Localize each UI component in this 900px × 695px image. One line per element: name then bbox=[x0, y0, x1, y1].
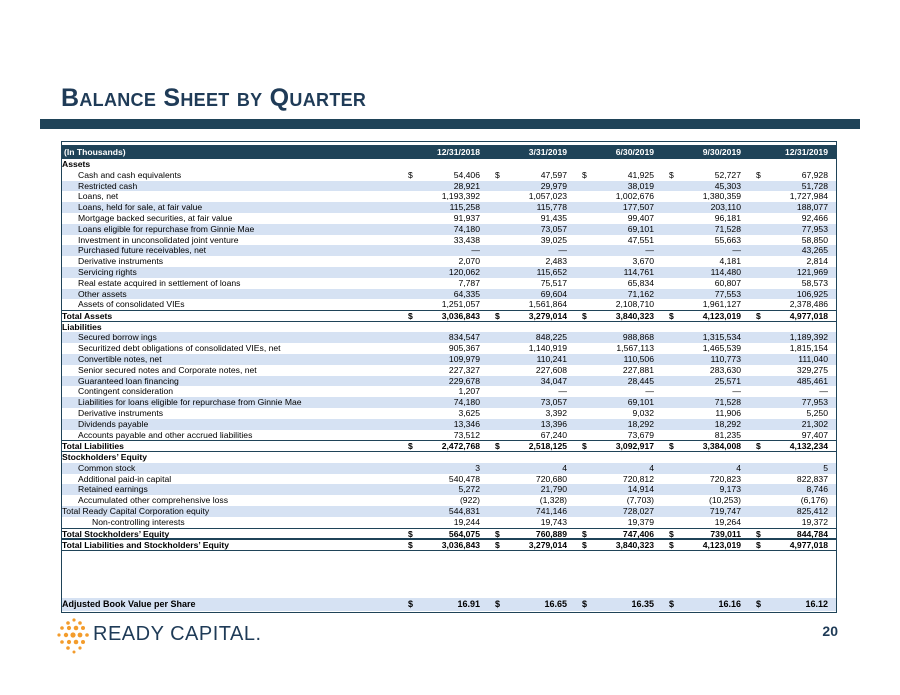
table-row bbox=[62, 376, 836, 387]
row-label: Mortgage backed securities, at fair value bbox=[78, 212, 233, 223]
cell-value: 540,478 bbox=[448, 473, 480, 484]
cell-value: 97,407 bbox=[801, 429, 828, 440]
cell-value: 19,743 bbox=[540, 516, 567, 527]
cell-value: 177,507 bbox=[622, 202, 654, 213]
cell-value: 5,272 bbox=[458, 484, 480, 495]
cell-value: 2,814 bbox=[806, 256, 828, 267]
table-row bbox=[62, 386, 836, 397]
cell-value: 73,679 bbox=[627, 429, 654, 440]
currency-symbol: $ bbox=[408, 169, 413, 180]
currency-symbol: $ bbox=[756, 441, 761, 452]
total-row bbox=[62, 539, 836, 551]
cell-value: 58,850 bbox=[801, 234, 828, 245]
row-label: Cash and cash equivalents bbox=[78, 169, 182, 180]
cell-value: 905,367 bbox=[448, 343, 480, 354]
cell-value: 110,506 bbox=[623, 354, 654, 365]
currency-symbol: $ bbox=[408, 311, 413, 322]
cell-value: 329,275 bbox=[796, 364, 828, 375]
table-header-row bbox=[62, 145, 836, 159]
table-row bbox=[62, 474, 836, 485]
cell-value: 227,327 bbox=[448, 364, 480, 375]
ready-capital-logo-icon bbox=[56, 617, 92, 655]
cell-value: (1,328) bbox=[539, 495, 567, 506]
table-row bbox=[62, 181, 836, 192]
table-row bbox=[62, 191, 836, 202]
currency-symbol: $ bbox=[582, 599, 588, 609]
cell-value: — bbox=[645, 245, 654, 256]
cell-value: 65,834 bbox=[627, 277, 654, 288]
cell-value: 19,379 bbox=[627, 516, 654, 527]
row-label: Assets of consolidated VIEs bbox=[78, 299, 185, 310]
adjusted-value-1: 16.91 bbox=[457, 599, 480, 609]
row-label: Retained earnings bbox=[78, 484, 148, 495]
cell-value: 3,840,323 bbox=[615, 540, 654, 550]
cell-value: 848,225 bbox=[535, 332, 567, 343]
cell-value: 28,445 bbox=[627, 375, 654, 386]
cell-value: 3,036,843 bbox=[441, 540, 480, 550]
cell-value: 3,670 bbox=[632, 256, 654, 267]
currency-symbol: $ bbox=[582, 441, 587, 452]
currency-symbol: $ bbox=[495, 311, 500, 322]
cell-value: 1,207 bbox=[458, 386, 480, 397]
cell-value: 229,678 bbox=[448, 375, 480, 386]
currency-symbol: $ bbox=[582, 311, 587, 322]
currency-symbol: $ bbox=[495, 169, 500, 180]
row-label: Accumulated other comprehensive loss bbox=[78, 495, 228, 506]
cell-value: 720,823 bbox=[709, 473, 741, 484]
currency-symbol: $ bbox=[669, 441, 674, 452]
row-label: Contingent consideration bbox=[78, 386, 174, 397]
header-units-label: (In Thousands) bbox=[64, 147, 126, 157]
cell-value: 109,979 bbox=[448, 354, 480, 365]
table-row bbox=[62, 495, 836, 506]
cell-value: 4,977,018 bbox=[789, 540, 828, 550]
cell-value: 564,075 bbox=[448, 528, 480, 539]
row-label: Loans, net bbox=[78, 191, 119, 202]
cell-value: 1,561,864 bbox=[528, 299, 567, 310]
row-label: Secured borrow ings bbox=[78, 332, 157, 343]
cell-value: — bbox=[645, 386, 654, 397]
cell-value: 4 bbox=[649, 462, 654, 473]
cell-value: 4,132,234 bbox=[789, 441, 828, 452]
cell-value: 3,279,014 bbox=[528, 540, 567, 550]
currency-symbol: $ bbox=[582, 169, 587, 180]
cell-value: 38,019 bbox=[627, 180, 654, 191]
cell-value: 227,608 bbox=[535, 364, 567, 375]
cell-value: 69,101 bbox=[627, 223, 654, 234]
cell-value: 114,480 bbox=[710, 266, 741, 277]
cell-value: 485,461 bbox=[796, 375, 828, 386]
row-label: Purchased future receivables, net bbox=[78, 245, 207, 256]
cell-value: 3,625 bbox=[458, 408, 480, 419]
cell-value: — bbox=[732, 386, 741, 397]
currency-symbol: $ bbox=[669, 540, 674, 550]
cell-value: 227,881 bbox=[622, 364, 654, 375]
cell-value: 91,937 bbox=[453, 212, 480, 223]
header-date-4: 9/30/2019 bbox=[702, 147, 741, 157]
cell-value: 71,528 bbox=[714, 397, 741, 408]
cell-value: 71,528 bbox=[714, 223, 741, 234]
cell-value: 13,396 bbox=[540, 418, 567, 429]
cell-value: 3,092,917 bbox=[615, 441, 654, 452]
cell-value: 73,057 bbox=[540, 223, 567, 234]
cell-value: 47,597 bbox=[540, 169, 567, 180]
currency-symbol: $ bbox=[408, 599, 414, 609]
row-label: Derivative instruments bbox=[78, 408, 164, 419]
cell-value: 1,251,057 bbox=[441, 299, 480, 310]
adjusted-value-2: 16.65 bbox=[544, 599, 567, 609]
row-label: Total Liabilities bbox=[62, 441, 124, 452]
adjusted-book-value-label: Adjusted Book Value per Share bbox=[62, 599, 196, 609]
currency-symbol: $ bbox=[495, 540, 500, 550]
cell-value: 43,265 bbox=[801, 245, 828, 256]
table-row bbox=[62, 397, 836, 408]
row-label: Common stock bbox=[78, 462, 136, 473]
row-label: Dividends payable bbox=[78, 418, 149, 429]
cell-value: 2,108,710 bbox=[615, 299, 654, 310]
cell-value: 4,123,019 bbox=[702, 540, 741, 550]
cell-value: 77,953 bbox=[801, 397, 828, 408]
currency-symbol: $ bbox=[408, 441, 413, 452]
table-row bbox=[62, 365, 836, 376]
cell-value: 91,435 bbox=[540, 212, 567, 223]
table-row bbox=[62, 517, 836, 528]
cell-value: 741,146 bbox=[535, 505, 567, 516]
cell-value: 2,483 bbox=[545, 256, 567, 267]
currency-symbol: $ bbox=[408, 528, 413, 539]
cell-value: 544,831 bbox=[448, 505, 480, 516]
cell-value: 74,180 bbox=[453, 223, 480, 234]
table-row bbox=[62, 430, 836, 441]
cell-value: 19,264 bbox=[714, 516, 741, 527]
cell-value: 2,472,768 bbox=[441, 441, 480, 452]
currency-symbol: $ bbox=[495, 599, 501, 609]
cell-value: 4 bbox=[562, 462, 567, 473]
cell-value: 77,953 bbox=[801, 223, 828, 234]
cell-value: 73,512 bbox=[453, 429, 480, 440]
cell-value: 822,837 bbox=[796, 473, 828, 484]
cell-value: 1,567,113 bbox=[616, 343, 654, 354]
cell-value: 7,787 bbox=[458, 277, 480, 288]
cell-value: (7,703) bbox=[626, 495, 654, 506]
cell-value: 1,193,392 bbox=[441, 191, 480, 202]
cell-value: 52,727 bbox=[714, 169, 741, 180]
cell-value: 1,727,984 bbox=[789, 191, 828, 202]
row-label: Total Stockholders’ Equity bbox=[62, 528, 170, 539]
total-row bbox=[62, 440, 836, 452]
currency-symbol: $ bbox=[756, 169, 761, 180]
cell-value: 19,372 bbox=[801, 516, 828, 527]
currency-symbol: $ bbox=[669, 528, 674, 539]
cell-value: — bbox=[819, 386, 828, 397]
cell-value: 106,925 bbox=[796, 288, 828, 299]
row-label: Accounts payable and other accrued liabilities bbox=[78, 429, 253, 440]
cell-value: 115,258 bbox=[449, 202, 480, 213]
cell-value: 51,728 bbox=[801, 180, 828, 191]
table-row bbox=[62, 289, 836, 300]
cell-value: 69,101 bbox=[627, 397, 654, 408]
row-label: Liabilities for loans eligible for repurchase from Ginnie Mae bbox=[78, 397, 302, 408]
row-label: Stockholders’ Equity bbox=[62, 451, 148, 462]
cell-value: 47,551 bbox=[627, 234, 654, 245]
cell-value: 110,241 bbox=[536, 354, 567, 365]
table-row bbox=[62, 170, 836, 181]
cell-value: 8,746 bbox=[806, 484, 828, 495]
cell-value: 114,761 bbox=[623, 266, 654, 277]
table-row bbox=[62, 419, 836, 430]
cell-value: 28,921 bbox=[453, 180, 480, 191]
cell-value: 9,032 bbox=[632, 408, 654, 419]
table-row bbox=[62, 506, 836, 517]
table-row bbox=[62, 408, 836, 419]
cell-value: 4,181 bbox=[719, 256, 741, 267]
company-name: READY CAPITAL. bbox=[93, 623, 262, 645]
cell-value: 2,378,486 bbox=[789, 299, 828, 310]
table-row bbox=[62, 267, 836, 278]
cell-value: 3 bbox=[475, 462, 480, 473]
cell-value: 115,652 bbox=[536, 266, 567, 277]
cell-value: 21,790 bbox=[540, 484, 567, 495]
cell-value: 34,047 bbox=[540, 375, 567, 386]
row-label: Non-controlling interests bbox=[92, 516, 185, 527]
cell-value: 55,663 bbox=[714, 234, 741, 245]
row-label: Loans, held for sale, at fair value bbox=[78, 202, 203, 213]
cell-value: 11,906 bbox=[715, 408, 741, 419]
cell-value: 720,680 bbox=[535, 473, 567, 484]
row-label: Convertible notes, net bbox=[78, 354, 162, 365]
cell-value: 69,604 bbox=[540, 288, 567, 299]
cell-value: 73,057 bbox=[540, 397, 567, 408]
row-label: Securitized debt obligations of consolidated VIEs, net bbox=[78, 343, 281, 354]
cell-value: 1,961,127 bbox=[702, 299, 741, 310]
cell-value: (6,176) bbox=[800, 495, 828, 506]
cell-value: 13,346 bbox=[453, 418, 480, 429]
row-label: Loans eligible for repurchase from Ginnie Mae bbox=[78, 223, 255, 234]
cell-value: 110,773 bbox=[710, 354, 741, 365]
cell-value: — bbox=[471, 245, 480, 256]
cell-value: 54,406 bbox=[453, 169, 480, 180]
cell-value: 1,057,023 bbox=[528, 191, 567, 202]
table-row bbox=[62, 245, 836, 256]
cell-value: 834,547 bbox=[448, 332, 480, 343]
cell-value: 92,466 bbox=[801, 212, 828, 223]
currency-symbol: $ bbox=[756, 311, 761, 322]
cell-value: 4,977,018 bbox=[789, 311, 828, 322]
cell-value: 29,979 bbox=[540, 180, 567, 191]
cell-value: 64,335 bbox=[453, 288, 480, 299]
cell-value: 33,438 bbox=[453, 234, 480, 245]
cell-value: 2,518,125 bbox=[528, 441, 567, 452]
currency-symbol: $ bbox=[495, 528, 500, 539]
cell-value: 67,240 bbox=[540, 429, 567, 440]
cell-value: 844,784 bbox=[796, 528, 828, 539]
cell-value: 188,077 bbox=[796, 202, 828, 213]
adjusted-value-3: 16.35 bbox=[631, 599, 654, 609]
table-row bbox=[62, 213, 836, 224]
cell-value: 739,011 bbox=[710, 528, 741, 539]
cell-value: 9,173 bbox=[719, 484, 741, 495]
currency-symbol: $ bbox=[756, 599, 762, 609]
row-label: Other assets bbox=[78, 288, 127, 299]
cell-value: 760,889 bbox=[535, 528, 567, 539]
cell-value: 1,315,534 bbox=[702, 332, 741, 343]
cell-value: 728,027 bbox=[622, 505, 654, 516]
cell-value: 720,812 bbox=[622, 473, 654, 484]
row-label: Total Liabilities and Stockholders’ Equity bbox=[62, 540, 229, 550]
currency-symbol: $ bbox=[582, 540, 587, 550]
cell-value: 77,553 bbox=[714, 288, 741, 299]
cell-value: 5,250 bbox=[806, 408, 828, 419]
cell-value: 5 bbox=[823, 462, 828, 473]
currency-symbol: $ bbox=[669, 169, 674, 180]
cell-value: — bbox=[732, 245, 741, 256]
table-row bbox=[62, 463, 836, 474]
cell-value: 3,384,008 bbox=[702, 441, 741, 452]
row-label: Guaranteed loan financing bbox=[78, 375, 179, 386]
row-label: Real estate acquired in settlement of loans bbox=[78, 277, 241, 288]
currency-symbol: $ bbox=[756, 540, 761, 550]
row-label: Restricted cash bbox=[78, 180, 138, 191]
currency-symbol: $ bbox=[669, 311, 674, 322]
cell-value: 81,235 bbox=[714, 429, 741, 440]
cell-value: 121,969 bbox=[796, 266, 828, 277]
cell-value: 67,928 bbox=[801, 169, 828, 180]
cell-value: 25,571 bbox=[714, 375, 741, 386]
cell-value: 21,302 bbox=[801, 418, 828, 429]
cell-value: 71,162 bbox=[627, 288, 654, 299]
title-divider-bar bbox=[40, 119, 860, 129]
section-heading-row bbox=[62, 159, 836, 170]
cell-value: 3,036,843 bbox=[441, 311, 480, 322]
row-label: Total Ready Capital Corporation equity bbox=[62, 505, 210, 516]
header-date-2: 3/31/2019 bbox=[528, 147, 567, 157]
table-row bbox=[62, 343, 836, 354]
cell-value: 45,303 bbox=[714, 180, 741, 191]
cell-value: 111,040 bbox=[798, 354, 828, 365]
table-row bbox=[62, 224, 836, 235]
header-date-5: 12/31/2019 bbox=[784, 147, 828, 157]
cell-value: 41,925 bbox=[627, 169, 654, 180]
header-date-3: 6/30/2019 bbox=[615, 147, 654, 157]
currency-symbol: $ bbox=[756, 528, 761, 539]
cell-value: 18,292 bbox=[714, 418, 741, 429]
cell-value: 1,380,359 bbox=[702, 191, 741, 202]
cell-value: 4 bbox=[736, 462, 741, 473]
cell-value: 203,110 bbox=[710, 202, 741, 213]
page-number: 20 bbox=[822, 623, 838, 639]
header-date-1: 12/31/2018 bbox=[436, 147, 480, 157]
cell-value: 1,815,154 bbox=[789, 343, 828, 354]
table-row bbox=[62, 202, 836, 213]
total-row bbox=[62, 528, 836, 540]
total-row bbox=[62, 310, 836, 322]
cell-value: 39,025 bbox=[540, 234, 567, 245]
cell-value: 825,412 bbox=[796, 505, 828, 516]
cell-value: 283,630 bbox=[709, 364, 741, 375]
cell-value: 60,807 bbox=[714, 277, 741, 288]
cell-value: (922) bbox=[459, 495, 480, 506]
cell-value: 747,406 bbox=[622, 528, 654, 539]
cell-value: 4,123,019 bbox=[702, 311, 741, 322]
table-row bbox=[62, 299, 836, 310]
currency-symbol: $ bbox=[582, 528, 587, 539]
adjusted-value-4: 16.16 bbox=[718, 599, 741, 609]
cell-value: — bbox=[558, 386, 567, 397]
cell-value: 1,002,676 bbox=[615, 191, 654, 202]
row-label: Servicing rights bbox=[78, 266, 137, 277]
row-label: Senior secured notes and Corporate notes, net bbox=[78, 364, 257, 375]
row-label: Total Assets bbox=[62, 311, 113, 322]
cell-value: 14,914 bbox=[627, 484, 654, 495]
table-row bbox=[62, 235, 836, 246]
cell-value: — bbox=[558, 245, 567, 256]
currency-symbol: $ bbox=[669, 599, 675, 609]
row-label: Investment in unconsolidated joint venture bbox=[78, 234, 239, 245]
section-heading-row bbox=[62, 322, 836, 333]
currency-symbol: $ bbox=[408, 540, 413, 550]
cell-value: 1,189,392 bbox=[789, 332, 828, 343]
cell-value: 58,573 bbox=[801, 277, 828, 288]
table-row bbox=[62, 332, 836, 343]
cell-value: 719,747 bbox=[709, 505, 741, 516]
section-heading-row bbox=[62, 452, 836, 463]
table-row bbox=[62, 278, 836, 289]
cell-value: 115,778 bbox=[536, 202, 567, 213]
cell-value: 2,070 bbox=[458, 256, 480, 267]
cell-value: 96,181 bbox=[714, 212, 741, 223]
cell-value: 75,517 bbox=[540, 277, 567, 288]
row-label: Assets bbox=[62, 159, 91, 169]
cell-value: 1,140,919 bbox=[528, 343, 567, 354]
row-label: Additional paid-in capital bbox=[78, 473, 172, 484]
cell-value: 3,840,323 bbox=[615, 311, 654, 322]
cell-value: 74,180 bbox=[453, 397, 480, 408]
row-label: Liabilities bbox=[62, 321, 102, 332]
cell-value: (10,253) bbox=[708, 495, 741, 506]
cell-value: 19,244 bbox=[453, 516, 480, 527]
currency-symbol: $ bbox=[495, 441, 500, 452]
row-label: Derivative instruments bbox=[78, 256, 164, 267]
table-row bbox=[62, 256, 836, 267]
table-row bbox=[62, 354, 836, 365]
cell-value: 3,279,014 bbox=[528, 311, 567, 322]
cell-value: 988,868 bbox=[622, 332, 654, 343]
adjusted-value-5: 16.12 bbox=[805, 599, 828, 609]
page-title: Balance Sheet by Quarter bbox=[61, 84, 367, 112]
balance-sheet-rows bbox=[62, 159, 836, 551]
cell-value: 99,407 bbox=[627, 212, 654, 223]
cell-value: 1,465,539 bbox=[702, 343, 741, 354]
table-row bbox=[62, 484, 836, 495]
cell-value: 3,392 bbox=[545, 408, 567, 419]
adjusted-book-value-row bbox=[62, 598, 836, 611]
cell-value: 18,292 bbox=[627, 418, 654, 429]
cell-value: 120,062 bbox=[448, 266, 480, 277]
